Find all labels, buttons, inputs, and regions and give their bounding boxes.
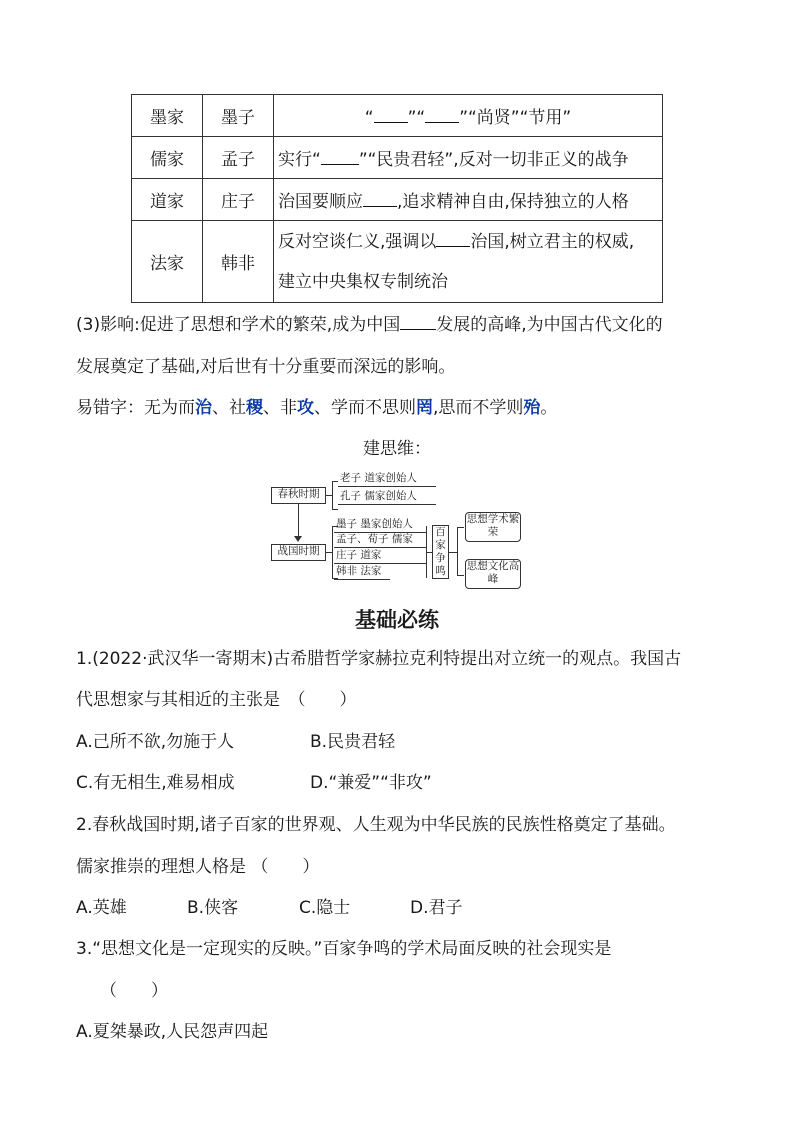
connector [457,527,458,575]
mindmap [270,470,530,592]
person-cell: 韩非 [203,221,274,303]
idea-text: 建立中央集权专制统治 [278,271,448,292]
q3-option-a[interactable]: A.夏桀暴政,人民怨声四起 [76,1022,269,1042]
arrow-down-icon [294,536,302,542]
idea-cell [274,179,663,221]
person-cell: 墨子 [203,95,274,137]
fill-blank[interactable] [425,108,459,123]
q1-option-c[interactable]: C.有无相生,难易相成 [76,773,235,793]
q1-option-b[interactable]: B.民贵君轻 [310,732,396,752]
fill-blank[interactable] [321,150,359,165]
q2-option-a[interactable]: A.英雄 [76,898,127,918]
q1-stem-line-1: 1.(2022·武汉华一寄期末)古希腊哲学家赫拉克利特提出对立统一的观点。我国古 [76,649,682,669]
q2-option-b[interactable]: B.侠客 [187,898,239,918]
idea-text: “ [364,108,374,128]
connector [332,509,338,510]
connector [457,575,464,576]
connector [332,526,333,578]
q2-option-d[interactable]: D.君子 [410,898,463,918]
table-row [132,221,663,303]
school-cell: 墨家 [132,95,203,137]
typo-text: 。 [540,398,558,418]
q2-stem-line-1: 2.春秋战国时期,诸子百家的世界观、人生观为中华民族的民族性格奠定了基础。 [76,815,676,835]
connector [449,552,457,553]
baijia-box: 百家争鸣 [432,525,449,579]
q2-option-c[interactable]: C.隐士 [299,898,351,918]
typo-highlight: 治 [195,398,212,418]
fill-blank[interactable] [363,192,397,207]
section-title: 基础必练 [355,608,439,632]
idea-text: ,追求精神自由,保持独立的人格 [397,192,629,212]
outcome-box-1: 思想学术繁荣 [465,512,521,542]
typo-text: 、非 [263,398,297,418]
outcome-box-2: 思想文化高峰 [465,559,521,589]
q1-option-d[interactable]: D.“兼爱”“非攻” [310,773,432,793]
fill-blank[interactable] [374,108,408,123]
typo-text: ,思而不学则 [433,398,524,418]
connector [332,481,333,509]
influence-line-2: 发展奠定了基础,对后世有十分重要而深远的影响。 [76,357,456,377]
idea-cell [274,221,663,303]
connector [332,481,338,482]
period-box-chunqiu: 春秋时期 [271,487,326,504]
idea-text: 治国要顺应 [278,192,363,212]
table-row [132,179,663,221]
underline [334,547,426,548]
idea-text: 实行“ [278,150,321,170]
person-cell: 庄子 [203,179,274,221]
table-row [132,137,663,179]
item-zhuangzi: 庄子 道家 [336,549,382,561]
item-laozi: 老子 道家创始人 [340,472,417,484]
person-cell: 孟子 [203,137,274,179]
idea-text: 反对空谈仁义,强调以 [278,231,437,252]
idea-text: ”“尚贤”“节用” [459,108,572,128]
underline [338,504,436,505]
connector [457,527,464,528]
idea-text: ”“民贵君轻”,反对一切非正义的战争 [358,150,629,170]
schools-table [131,94,663,303]
fill-blank[interactable] [436,232,470,247]
typo-text: 、社 [212,398,246,418]
idea-text: ”“ [407,108,426,128]
q3-stem-line-2: （ ） [100,981,168,1001]
school-cell: 道家 [132,179,203,221]
fill-blank[interactable] [400,315,436,330]
typo-text: 、学而不思则 [314,398,416,418]
q1-option-a[interactable]: A.己所不欲,勿施于人 [76,732,235,752]
idea-cell [274,137,663,179]
typo-highlight: 殆 [523,398,541,418]
typo-highlight: 罔 [416,398,433,418]
idea-cell [274,95,663,137]
q1-stem-line-2: 代思想家与其相近的主张是 （ ） [76,690,357,710]
underline [338,486,436,487]
arrow-line [298,504,299,540]
table-row [132,95,663,137]
school-cell: 儒家 [132,137,203,179]
mindmap-heading: 建思维： [363,439,431,459]
underline [334,579,390,580]
q3-stem-line-1: 3.“思想文化是一定现实的反映。”百家争鸣的学术局面反映的社会现实是 [76,939,612,959]
idea-text: 治国,树立君主的权威, [470,231,635,252]
typo-highlight: 攻 [297,398,314,418]
item-mengxun: 孟子、荀子 儒家 [336,533,413,545]
school-cell: 法家 [132,221,203,303]
period-box-zhanguo: 战国时期 [271,544,326,561]
influence-line-1 [76,314,663,336]
typo-highlight: 稷 [246,398,263,418]
influence-text: (3)影响:促进了思想和学术的繁荣,成为中国 [76,315,401,335]
underline [334,563,426,564]
typo-text: 易错字：无为而 [76,398,195,418]
item-mozi: 墨子 墨家创始人 [336,518,413,530]
influence-text: 发展的高峰,为中国古代文化的 [436,315,663,335]
typo-line [76,397,557,419]
item-hanfei: 韩非 法家 [336,565,382,577]
q2-stem-line-2: 儒家推崇的理想人格是 （ ） [76,857,320,877]
item-kongzi: 孔子 儒家创始人 [340,490,417,502]
